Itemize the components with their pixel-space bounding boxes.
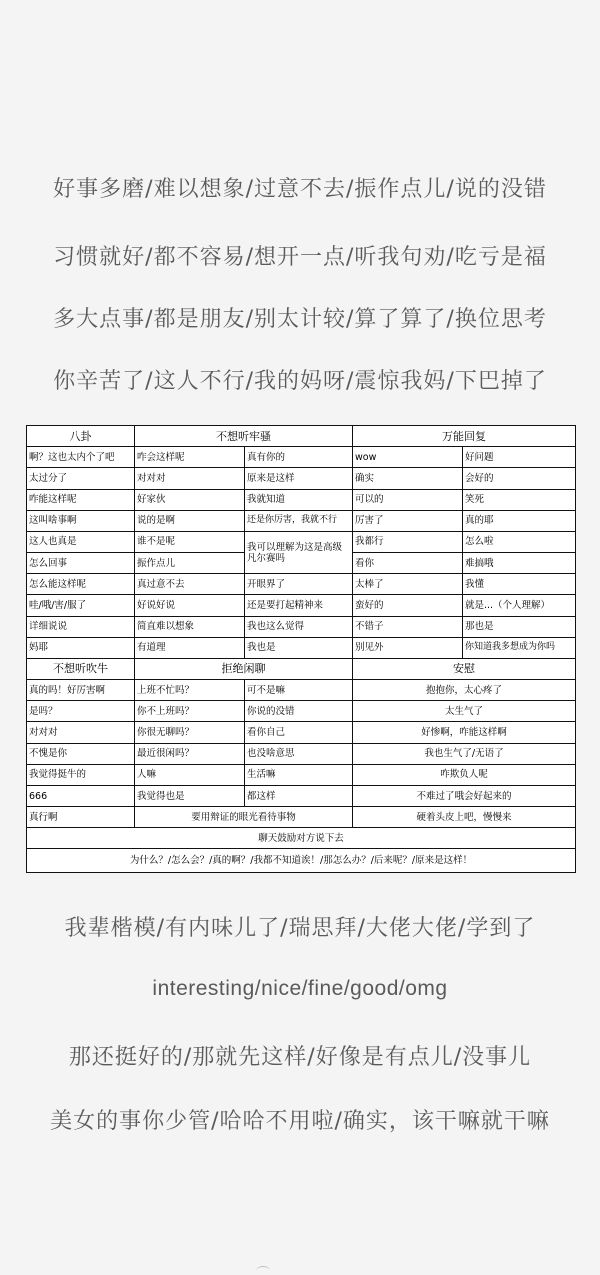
- table-cell: 咋能这样呢: [27, 489, 135, 510]
- table-row: [27, 510, 576, 531]
- table-cell: 咋会这样呢: [135, 447, 245, 468]
- table-footer-row: [27, 849, 576, 873]
- table-cell: 还是你厉害，我就不行: [245, 510, 353, 531]
- phrase-line-6: interesting/nice/fine/good/omg: [152, 977, 448, 1000]
- table-cell: 厉害了: [353, 510, 463, 531]
- table-row: [27, 743, 576, 764]
- table-cell: 是吗？: [27, 701, 135, 722]
- table-cell: 这叫啥事啊: [27, 510, 135, 531]
- table-row: [27, 637, 576, 658]
- table-cell: 我也是: [245, 637, 353, 658]
- table-cell: 真行啊: [27, 807, 135, 828]
- table-cell: 可以的: [353, 489, 463, 510]
- table-cell: 都这样: [245, 785, 353, 806]
- table-row: [27, 722, 576, 743]
- table-cell: 详细说说: [27, 616, 135, 637]
- table-cell: 不愧是你: [27, 743, 135, 764]
- table-cell: 我都行: [353, 531, 463, 552]
- table-cell: 真有你的: [245, 447, 353, 468]
- phrase-line-4: 你辛苦了/这人不行/我的妈呀/震惊我妈/下巴掉了: [53, 369, 547, 394]
- footer-title: 聊天鼓励对方说下去: [27, 828, 576, 849]
- table-header-row: [27, 426, 576, 447]
- table-cell: 会好的: [463, 468, 576, 489]
- table-cell: 啊？这也太内个了吧: [27, 447, 135, 468]
- phrase-line-8: 美女的事你少管/哈哈不用啦/确实，该干嘛就干嘛: [50, 1109, 550, 1134]
- table-cell: 这人也真是: [27, 531, 135, 552]
- table-cell: 原来是这样: [245, 468, 353, 489]
- table-cell: wow: [353, 447, 463, 468]
- header-no-complaints: 不想听牢骚: [135, 426, 353, 447]
- phrase-line-3: 多大点事/都是朋友/别太计较/算了算了/换位思考: [53, 307, 547, 332]
- table-cell: 蛮好的: [353, 595, 463, 616]
- table-cell: 笑死: [463, 489, 576, 510]
- table-cell: 可不是嘛: [245, 680, 353, 701]
- header-no-bragging: 不想听吹牛: [27, 658, 135, 679]
- table-row: [27, 616, 576, 637]
- phrase-line-2: 习惯就好/都不容易/想开一点/听我句劝/吃亏是福: [53, 245, 547, 270]
- table-cell: 最近很闲吗？: [135, 743, 245, 764]
- header-comfort: 安慰: [353, 658, 576, 679]
- table-cell: 对对对: [135, 468, 245, 489]
- table-cell: 你很无聊吗？: [135, 722, 245, 743]
- table-row: [27, 680, 576, 701]
- table-cell: 好家伙: [135, 489, 245, 510]
- table-cell: 太生气了: [353, 701, 576, 722]
- table-row: [27, 447, 576, 468]
- table-cell: 确实: [353, 468, 463, 489]
- table-cell: 好问题: [463, 447, 576, 468]
- table-cell: 怎么啦: [463, 531, 576, 552]
- table-row: [27, 785, 576, 806]
- table-cell: 要用辩证的眼光看待事物: [135, 807, 353, 828]
- table-row: [27, 701, 576, 722]
- table-cell: 谁不是呢: [135, 531, 245, 552]
- table-cell: 我就知道: [245, 489, 353, 510]
- header-refuse-chat: 拒绝闲聊: [135, 658, 353, 679]
- phrase-line-7: 那还挺好的/那就先这样/好像是有点儿/没事儿: [68, 1045, 532, 1070]
- table-cell: 我觉得挺牛的: [27, 764, 135, 785]
- table-row: [27, 764, 576, 785]
- table-cell: 怎么回事: [27, 553, 135, 574]
- table-cell: 你知道我多想成为你吗: [463, 637, 576, 658]
- table-cell: 也没啥意思: [245, 743, 353, 764]
- table-row: [27, 468, 576, 489]
- table-cell: 666: [27, 785, 135, 806]
- table-cell: 不错子: [353, 616, 463, 637]
- table-cell: 太过分了: [27, 468, 135, 489]
- table-cell: 人嘛: [135, 764, 245, 785]
- table-cell: 看你自己: [245, 722, 353, 743]
- table-cell: 看你: [353, 553, 463, 574]
- table-cell: 太棒了: [353, 574, 463, 595]
- table-cell: 好说好说: [135, 595, 245, 616]
- table-row: [27, 807, 576, 828]
- table-cell: 我也生气了/无语了: [353, 743, 576, 764]
- table-cell: 怎么能这样呢: [27, 574, 135, 595]
- table-cell: 咋欺负人呢: [353, 764, 576, 785]
- footer-phrases: 为什么？/怎么会？/真的啊？/我都不知道诶！/那怎么办？/后来呢？/原来是这样！: [27, 849, 576, 873]
- table-cell: 真的耶: [463, 510, 576, 531]
- reply-table: [26, 425, 576, 873]
- table-cell: 简直难以想象: [135, 616, 245, 637]
- table-cell: 妈耶: [27, 637, 135, 658]
- table-cell: 开眼界了: [245, 574, 353, 595]
- header-universal-reply: 万能回复: [353, 426, 576, 447]
- table-cell: 你不上班吗？: [135, 701, 245, 722]
- table-cell: 我懂: [463, 574, 576, 595]
- header-gossip: 八卦: [27, 426, 135, 447]
- table-cell: 不难过了哦会好起来的: [353, 785, 576, 806]
- table-header-row: [27, 658, 576, 679]
- table-cell: 就是...（个人理解）: [463, 595, 576, 616]
- table-cell: 难搞哦: [463, 553, 576, 574]
- merged-cell-versailles: 我可以理解为这是高级凡尔赛吗: [245, 531, 353, 573]
- table-cell: 哇/哦/害/服了: [27, 595, 135, 616]
- table-cell: 那也是: [463, 616, 576, 637]
- table-cell: 硬着头皮上吧，慢慢来: [353, 807, 576, 828]
- table-row: [27, 595, 576, 616]
- table-cell: 真过意不去: [135, 574, 245, 595]
- table-cell: 有道理: [135, 637, 245, 658]
- table-cell: 我也这么觉得: [245, 616, 353, 637]
- phrase-line-1: 好事多磨/难以想象/过意不去/振作点儿/说的没错: [53, 177, 547, 202]
- table-footer-title-row: [27, 828, 576, 849]
- table-cell: 你说的没错: [245, 701, 353, 722]
- phrase-line-5: 我辈楷模/有内味儿了/瑞思拜/大佬大佬/学到了: [64, 916, 536, 941]
- table-cell: 说的是啊: [135, 510, 245, 531]
- table-cell: 振作点儿: [135, 553, 245, 574]
- table-cell: 生活嘛: [245, 764, 353, 785]
- table-cell: 对对对: [27, 722, 135, 743]
- table-cell: 还是要打起精神来: [245, 595, 353, 616]
- table-cell: 别见外: [353, 637, 463, 658]
- table-row: [27, 574, 576, 595]
- table-row: [27, 531, 576, 552]
- table-row: [27, 489, 576, 510]
- table-cell: 上班不忙吗？: [135, 680, 245, 701]
- table-cell: 抱抱你，太心疼了: [353, 680, 576, 701]
- table-cell: 我觉得也是: [135, 785, 245, 806]
- table-cell: 真的吗！好厉害啊: [27, 680, 135, 701]
- table-cell: 好惨啊，咋能这样啊: [353, 722, 576, 743]
